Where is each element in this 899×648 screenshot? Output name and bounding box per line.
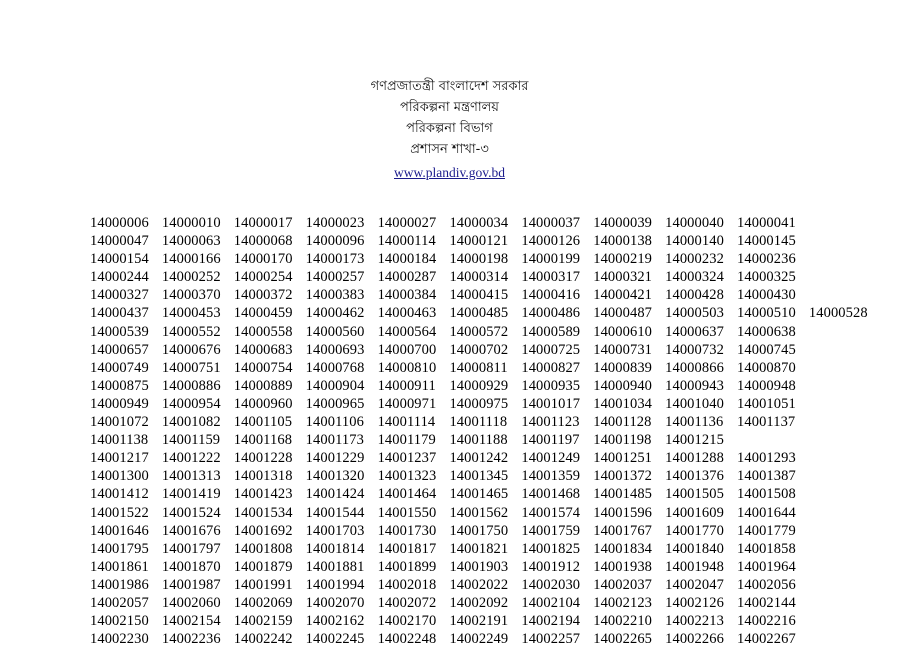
- roll-number-cell: 14002057: [90, 594, 162, 612]
- roll-number-cell: 14000564: [378, 323, 450, 341]
- roll-number-cell: 14001105: [234, 413, 306, 431]
- roll-number-cell: 14000971: [378, 395, 450, 413]
- roll-number-cell: 14000184: [378, 250, 450, 268]
- roll-number-cell: 14000510: [737, 304, 809, 322]
- roll-number-cell: 14001249: [521, 449, 593, 467]
- roll-number-cell: 14000041: [737, 214, 809, 232]
- roll-number-cell: 14002162: [306, 612, 378, 630]
- roll-number-cell: 14000503: [665, 304, 737, 322]
- roll-number-cell: 14001861: [90, 558, 162, 576]
- roll-number-cell: 14000198: [449, 250, 521, 268]
- header-ministry-line: পরিকল্পনা মন্ত্রণালয়: [0, 97, 899, 118]
- roll-number-cell: 14001987: [162, 576, 234, 594]
- roll-number-cell: 14000827: [521, 359, 593, 377]
- roll-number-cell: 14002266: [665, 630, 737, 648]
- roll-number-cell: 14000462: [306, 304, 378, 322]
- table-row: [90, 467, 809, 485]
- roll-number-cell: 14001574: [521, 504, 593, 522]
- roll-number-cell: 14001948: [665, 558, 737, 576]
- roll-number-cell: 14001034: [593, 395, 665, 413]
- roll-number-cell: 14000749: [90, 359, 162, 377]
- roll-number-cell: 14000232: [665, 250, 737, 268]
- roll-number-cell: 14000486: [521, 304, 593, 322]
- table-row: [90, 304, 809, 322]
- roll-number-cell: 14001137: [737, 413, 809, 431]
- roll-number-cell: 14002150: [90, 612, 162, 630]
- table-row: [90, 630, 809, 648]
- table-row: [90, 323, 809, 341]
- roll-number-cell: 14001814: [306, 540, 378, 558]
- roll-number-cell: 14000732: [665, 341, 737, 359]
- roll-number-cell: 14000610: [593, 323, 665, 341]
- roll-number-cell: 14001703: [306, 522, 378, 540]
- roll-number-cell: 14001215: [665, 431, 737, 449]
- roll-number-cell: 14001508: [737, 485, 809, 503]
- table-row: [90, 268, 809, 286]
- roll-number-cell: 14001858: [737, 540, 809, 558]
- roll-number-cell: 14001345: [449, 467, 521, 485]
- roll-number-cell: 14001123: [521, 413, 593, 431]
- roll-number-cell: 14001795: [90, 540, 162, 558]
- roll-number-cell: 14001318: [234, 467, 306, 485]
- roll-number-cell: 14000954: [162, 395, 234, 413]
- roll-number-cell: 14001676: [162, 522, 234, 540]
- roll-number-cell: 14001138: [90, 431, 162, 449]
- roll-number-cell: 14002248: [378, 630, 450, 648]
- roll-number-cell: 14001692: [234, 522, 306, 540]
- roll-number-cell: 14001750: [449, 522, 521, 540]
- roll-number-cell: 14000428: [665, 286, 737, 304]
- roll-number-table: [90, 214, 809, 648]
- roll-number-cell: 14001051: [737, 395, 809, 413]
- roll-number-cell: 14000437: [90, 304, 162, 322]
- roll-number-cell: 14001534: [234, 504, 306, 522]
- roll-number-cell: 14001188: [449, 431, 521, 449]
- roll-number-cell: 14000034: [449, 214, 521, 232]
- roll-number-cell: 14000638: [737, 323, 809, 341]
- roll-number-cell: 14002092: [449, 594, 521, 612]
- roll-number-cell: 14001128: [593, 413, 665, 431]
- table-row: [90, 232, 809, 250]
- roll-number-cell: 14000219: [593, 250, 665, 268]
- roll-number-cell: 14002236: [162, 630, 234, 648]
- roll-number-cell: 14000839: [593, 359, 665, 377]
- roll-number-cell: 14002037: [593, 576, 665, 594]
- roll-number-cell: 14002170: [378, 612, 450, 630]
- roll-number-cell: 14001821: [449, 540, 521, 558]
- header-government-line: গণপ্রজাতন্ত্রী বাংলাদেশ সরকার: [0, 76, 899, 97]
- roll-number-cell: 14000539: [90, 323, 162, 341]
- roll-number-cell: 14001912: [521, 558, 593, 576]
- roll-number-cell: 14000572: [449, 323, 521, 341]
- roll-number-cell: 14000063: [162, 232, 234, 250]
- roll-number-cell: 14001179: [378, 431, 450, 449]
- roll-number-cell: 14001423: [234, 485, 306, 503]
- roll-number-cell: 14000324: [665, 268, 737, 286]
- roll-number-cell: 14002123: [593, 594, 665, 612]
- roll-number-cell: 14001387: [737, 467, 809, 485]
- roll-number-cell: 14001040: [665, 395, 737, 413]
- roll-number-cell: 14000166: [162, 250, 234, 268]
- roll-number-cell: 14000811: [449, 359, 521, 377]
- roll-number-cell: 14000047: [90, 232, 162, 250]
- roll-number-cell: 14001242: [449, 449, 521, 467]
- roll-number-cell: 14002194: [521, 612, 593, 630]
- roll-number-cell: 14001759: [521, 522, 593, 540]
- roll-number-cell: 14001376: [665, 467, 737, 485]
- roll-number-cell: 14001222: [162, 449, 234, 467]
- roll-number-cell: 14001524: [162, 504, 234, 522]
- roll-number-cell: 14002265: [593, 630, 665, 648]
- roll-number-cell: 14000960: [234, 395, 306, 413]
- table-row: [90, 431, 809, 449]
- roll-number-cell: 14001082: [162, 413, 234, 431]
- roll-number-cell: 14001817: [378, 540, 450, 558]
- roll-number-cell: 14001412: [90, 485, 162, 503]
- roll-number-cell: 14002104: [521, 594, 593, 612]
- roll-number-cell: 14000252: [162, 268, 234, 286]
- roll-number-cell: 14000236: [737, 250, 809, 268]
- roll-number-cell: 14001419: [162, 485, 234, 503]
- roll-number-cell: 14000700: [378, 341, 450, 359]
- roll-number-cell: 14000589: [521, 323, 593, 341]
- roll-number-cell: 14001288: [665, 449, 737, 467]
- roll-number-cell: 14002154: [162, 612, 234, 630]
- roll-number-cell: 14002056: [737, 576, 809, 594]
- roll-number-cell: 14000027: [378, 214, 450, 232]
- roll-number-cell: 14001136: [665, 413, 737, 431]
- roll-number-cell: 14000254: [234, 268, 306, 286]
- roll-number-cell: 14001293: [737, 449, 809, 467]
- roll-number-cell: 14000940: [593, 377, 665, 395]
- roll-number-cell: 14002210: [593, 612, 665, 630]
- roll-number-cell: 14001834: [593, 540, 665, 558]
- roll-number-cell: 14001825: [521, 540, 593, 558]
- roll-number-cell: 14001359: [521, 467, 593, 485]
- roll-number-cell: 14001644: [737, 504, 809, 522]
- roll-number-cell: 14000154: [90, 250, 162, 268]
- roll-number-list: [0, 214, 899, 648]
- roll-number-table-body: [90, 214, 809, 648]
- roll-number-cell: 14000683: [234, 341, 306, 359]
- table-row: [90, 395, 809, 413]
- roll-number-cell: 14002249: [449, 630, 521, 648]
- roll-number-cell: 14000731: [593, 341, 665, 359]
- roll-number-cell: 14001017: [521, 395, 593, 413]
- roll-number-cell: 14001372: [593, 467, 665, 485]
- roll-number-cell: 14000949: [90, 395, 162, 413]
- roll-number-cell: 14002242: [234, 630, 306, 648]
- table-row: [90, 341, 809, 359]
- website-link[interactable]: www.plandiv.gov.bd: [394, 162, 505, 183]
- roll-number-cell: 14002267: [737, 630, 809, 648]
- roll-number-cell: 14000370: [162, 286, 234, 304]
- roll-number-cell: 14000199: [521, 250, 593, 268]
- table-row: [90, 612, 809, 630]
- roll-number-cell: 14001903: [449, 558, 521, 576]
- roll-number-cell: 14000810: [378, 359, 450, 377]
- roll-number-cell: 14000453: [162, 304, 234, 322]
- roll-number-cell: 14001485: [593, 485, 665, 503]
- table-row: [90, 214, 809, 232]
- roll-number-cell: 14000068: [234, 232, 306, 250]
- roll-number-cell: 14002030: [521, 576, 593, 594]
- roll-number-cell: 14001228: [234, 449, 306, 467]
- roll-number-cell: 14000463: [378, 304, 450, 322]
- header-division-line: পরিকল্পনা বিভাগ: [0, 118, 899, 139]
- roll-number-cell: 14000754: [234, 359, 306, 377]
- roll-number-cell: 14002191: [449, 612, 521, 630]
- roll-number-cell: 14000327: [90, 286, 162, 304]
- roll-number-cell: 14000138: [593, 232, 665, 250]
- roll-number-cell: 14001991: [234, 576, 306, 594]
- roll-number-cell: 14002216: [737, 612, 809, 630]
- roll-number-cell: 14000929: [449, 377, 521, 395]
- roll-number-cell: 14000975: [449, 395, 521, 413]
- roll-number-cell: 14002159: [234, 612, 306, 630]
- roll-number-cell: 14000321: [593, 268, 665, 286]
- roll-number-cell: 14001767: [593, 522, 665, 540]
- roll-number-cell: 14001320: [306, 467, 378, 485]
- table-row: [90, 576, 809, 594]
- roll-number-cell: 14002144: [737, 594, 809, 612]
- table-row: [90, 413, 809, 431]
- roll-number-cell: 14001938: [593, 558, 665, 576]
- roll-number-cell: 14000017: [234, 214, 306, 232]
- roll-number-cell: 14000114: [378, 232, 450, 250]
- table-row: [90, 449, 809, 467]
- roll-number-cell: 14000935: [521, 377, 593, 395]
- roll-number-cell: 14000383: [306, 286, 378, 304]
- roll-number-cell: 14000875: [90, 377, 162, 395]
- roll-number-cell: 14000039: [593, 214, 665, 232]
- roll-number-cell: 14000693: [306, 341, 378, 359]
- roll-number-cell: 14002245: [306, 630, 378, 648]
- roll-number-cell: 14000170: [234, 250, 306, 268]
- roll-number-cell: 14002018: [378, 576, 450, 594]
- roll-number-cell: 14002257: [521, 630, 593, 648]
- roll-number-cell: 14000558: [234, 323, 306, 341]
- roll-number-cell: 14001173: [306, 431, 378, 449]
- roll-number-cell: 14000372: [234, 286, 306, 304]
- roll-number-cell: 14000023: [306, 214, 378, 232]
- roll-number-cell: 14000244: [90, 268, 162, 286]
- roll-number-cell: 14001609: [665, 504, 737, 522]
- roll-number-cell: 14000096: [306, 232, 378, 250]
- roll-number-cell: 14002070: [306, 594, 378, 612]
- roll-number-cell: 14000145: [737, 232, 809, 250]
- roll-number-cell: 14001879: [234, 558, 306, 576]
- roll-number-cell: 14001986: [90, 576, 162, 594]
- roll-number-cell: 14001198: [593, 431, 665, 449]
- roll-number-cell: 14000121: [449, 232, 521, 250]
- roll-number-cell: 14000866: [665, 359, 737, 377]
- roll-number-cell: 14002213: [665, 612, 737, 630]
- roll-number-cell: 14001197: [521, 431, 593, 449]
- roll-number-cell: 14001159: [162, 431, 234, 449]
- roll-number-cell: 14001323: [378, 467, 450, 485]
- roll-number-cell: 14000886: [162, 377, 234, 395]
- table-row: [90, 540, 809, 558]
- roll-number-cell: 14001808: [234, 540, 306, 558]
- roll-number-cell: 14001562: [449, 504, 521, 522]
- roll-number-cell: 14001464: [378, 485, 450, 503]
- roll-number-cell: 14001994: [306, 576, 378, 594]
- roll-number-cell: 14000257: [306, 268, 378, 286]
- roll-number-cell: 14001300: [90, 467, 162, 485]
- roll-number-cell: 14000560: [306, 323, 378, 341]
- roll-number-cell: 14000415: [449, 286, 521, 304]
- roll-number-cell: 14001465: [449, 485, 521, 503]
- roll-number-cell: 14000751: [162, 359, 234, 377]
- roll-number-cell: 14000948: [737, 377, 809, 395]
- roll-number-cell: 14000657: [90, 341, 162, 359]
- roll-number-cell: 14000317: [521, 268, 593, 286]
- roll-number-cell: 14000870: [737, 359, 809, 377]
- roll-number-cell: 14000904: [306, 377, 378, 395]
- roll-number-cell: 14001770: [665, 522, 737, 540]
- roll-number-cell: 14001840: [665, 540, 737, 558]
- roll-number-cell: 14001899: [378, 558, 450, 576]
- roll-number-cell: 14000421: [593, 286, 665, 304]
- table-row: [90, 522, 809, 540]
- roll-number-cell: 14000384: [378, 286, 450, 304]
- roll-number-cell: 14001468: [521, 485, 593, 503]
- roll-number-cell: 14002072: [378, 594, 450, 612]
- roll-number-cell: 14001313: [162, 467, 234, 485]
- roll-number-cell: 14001237: [378, 449, 450, 467]
- roll-number-cell: 14001646: [90, 522, 162, 540]
- roll-number-cell: 14001229: [306, 449, 378, 467]
- table-row: [90, 558, 809, 576]
- roll-number-cell: 14000965: [306, 395, 378, 413]
- roll-number-cell: 14001424: [306, 485, 378, 503]
- roll-number-cell: 14000552: [162, 323, 234, 341]
- roll-number-cell: 14000126: [521, 232, 593, 250]
- roll-number-cell: 14000485: [449, 304, 521, 322]
- roll-number-cell: 14002230: [90, 630, 162, 648]
- roll-number-cell: 14000037: [521, 214, 593, 232]
- roll-number-cell: 14000416: [521, 286, 593, 304]
- roll-number-cell: 14000430: [737, 286, 809, 304]
- roll-number-cell: 14000702: [449, 341, 521, 359]
- roll-number-cell: 14001870: [162, 558, 234, 576]
- roll-number-cell: 14000325: [737, 268, 809, 286]
- table-row: [90, 594, 809, 612]
- roll-number-cell: 14001168: [234, 431, 306, 449]
- roll-number-cell: 14001106: [306, 413, 378, 431]
- roll-number-cell: 14001251: [593, 449, 665, 467]
- roll-number-cell: 14000459: [234, 304, 306, 322]
- roll-number-cell: 14000768: [306, 359, 378, 377]
- roll-number-cell: 14001217: [90, 449, 162, 467]
- roll-number-cell: 14001881: [306, 558, 378, 576]
- roll-number-cell: 14000745: [737, 341, 809, 359]
- roll-number-cell: 14001779: [737, 522, 809, 540]
- roll-number-cell: 14000889: [234, 377, 306, 395]
- table-row: [90, 504, 809, 522]
- roll-number-cell: 14002022: [449, 576, 521, 594]
- roll-number-cell: 14001505: [665, 485, 737, 503]
- roll-number-cell: 14001550: [378, 504, 450, 522]
- roll-number-cell: 14000943: [665, 377, 737, 395]
- table-row: [90, 377, 809, 395]
- table-row: [90, 485, 809, 503]
- header-section-line: প্রশাসন শাখা-৩: [0, 139, 899, 160]
- table-row: [90, 250, 809, 268]
- roll-number-cell: 14001522: [90, 504, 162, 522]
- roll-number-cell: 14001596: [593, 504, 665, 522]
- table-row: [90, 286, 809, 304]
- roll-number-cell: 14000287: [378, 268, 450, 286]
- roll-number-cell: 14001114: [378, 413, 450, 431]
- roll-number-cell: 14000676: [162, 341, 234, 359]
- roll-number-cell: 14000040: [665, 214, 737, 232]
- roll-number-cell: 14001797: [162, 540, 234, 558]
- table-row: [90, 359, 809, 377]
- roll-number-cell: 14000314: [449, 268, 521, 286]
- roll-number-cell: 14000637: [665, 323, 737, 341]
- roll-number-cell: 14000911: [378, 377, 450, 395]
- roll-number-cell: 14001544: [306, 504, 378, 522]
- roll-number-cell: 14000010: [162, 214, 234, 232]
- roll-number-cell: 14000140: [665, 232, 737, 250]
- roll-number-cell: 14000006: [90, 214, 162, 232]
- roll-number-cell: 14002069: [234, 594, 306, 612]
- roll-number-cell: 14001964: [737, 558, 809, 576]
- roll-number-cell: 14000487: [593, 304, 665, 322]
- roll-number-cell: 14002126: [665, 594, 737, 612]
- document-header: [0, 0, 899, 183]
- roll-number-cell: 14000173: [306, 250, 378, 268]
- roll-number-cell: 14001072: [90, 413, 162, 431]
- roll-number-cell: 14001118: [449, 413, 521, 431]
- roll-number-cell: 14001730: [378, 522, 450, 540]
- roll-number-cell: 14002047: [665, 576, 737, 594]
- roll-number-cell: 14000725: [521, 341, 593, 359]
- roll-number-cell: 14002060: [162, 594, 234, 612]
